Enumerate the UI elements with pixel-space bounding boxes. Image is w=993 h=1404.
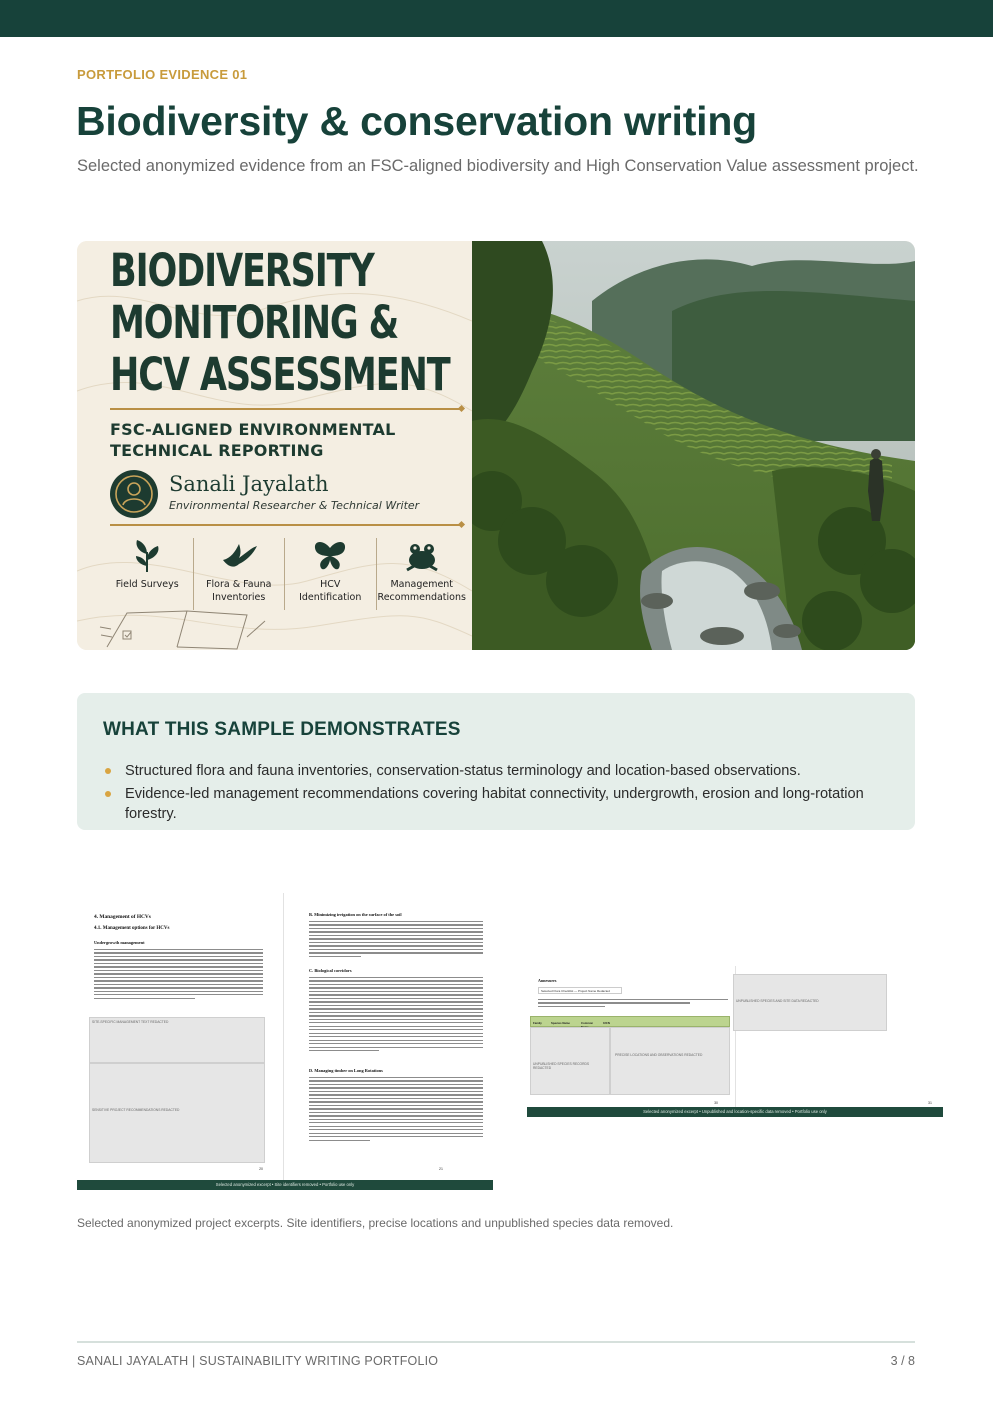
excerpt-heading: Annexures [538, 978, 557, 983]
person-icon [110, 470, 158, 518]
hero-headline [110, 245, 449, 401]
page-number: 31 [928, 1101, 932, 1105]
leaf-icon [129, 538, 165, 574]
excerpt-spread-management [77, 893, 493, 1190]
feature-label-line: Flora & Fauna [206, 579, 272, 590]
feature-flora-fauna [194, 538, 286, 610]
feature-label [299, 578, 361, 604]
table-header-cell: IUCN [603, 1021, 610, 1025]
feature-field-surveys [102, 538, 194, 610]
bird-icon [219, 538, 259, 574]
hero-text-panel [77, 241, 472, 650]
list-item [103, 761, 883, 781]
eyebrow-label: PORTFOLIO EVIDENCE 01 [77, 67, 248, 82]
footer-left-text: SANALI JAYALATH | SUSTAINABILITY WRITING PORTFOLIO [77, 1354, 439, 1368]
excerpt-page-right [736, 966, 943, 1107]
excerpt-text-block [538, 999, 728, 1009]
hero-headline-line: HCV ASSESSMENT [110, 348, 450, 401]
feature-label-line: Identification [299, 592, 362, 603]
excerpt-page-left [77, 893, 283, 1180]
excerpt-footer: Selected anonymized excerpt • Site identifiers removed • Portfolio use only [77, 1180, 493, 1190]
page-number: 30 [714, 1101, 718, 1105]
demonstrates-panel [77, 693, 915, 830]
bullet-dot [105, 768, 111, 774]
feature-label-line: Inventories [212, 592, 266, 603]
excerpts-caption: Selected anonymized project excerpts. Site identifiers, precise locations and unpublished species data removed. [77, 1216, 674, 1230]
hero-headline-line: MONITORING & [110, 296, 399, 349]
excerpt-heading: 4. Management of HCVs [94, 914, 151, 920]
avatar [110, 470, 158, 518]
author-name: Sanali Jayalath [169, 472, 329, 496]
redacted-block [89, 1063, 265, 1163]
excerpt-text-block [309, 921, 483, 959]
redacted-block [530, 1027, 610, 1095]
redacted-block [610, 1027, 730, 1095]
excerpt-spread-annexures [527, 966, 943, 1117]
feature-label-line: Recommendations [377, 592, 466, 603]
footer-divider [77, 1341, 915, 1343]
list-item [103, 784, 883, 824]
demonstrates-title: WHAT THIS SAMPLE DEMONSTRATES [103, 719, 461, 740]
excerpt-subheading: 4.1. Management options for HCVs [94, 926, 170, 931]
page-indicator: 3 / 8 [890, 1354, 915, 1368]
redacted-label: SITE-SPECIFIC MANAGEMENT TEXT REDACTED [92, 1020, 169, 1024]
redacted-block [733, 974, 887, 1031]
excerpt-section: D. Managing timber on Long Rotations [309, 1068, 383, 1073]
excerpt-section: Undergrowth management [94, 940, 145, 945]
rainforest-photo [472, 241, 915, 650]
top-color-bar [0, 0, 993, 37]
hero-headline-line: BIODIVERSITY [110, 244, 374, 297]
excerpt-footer: Selected anonymized excerpt • Unpublished and location-specific data removed • Portfolio use only [527, 1107, 943, 1117]
excerpt-text-block [309, 977, 483, 1054]
hero-divider [110, 524, 460, 526]
demonstrates-list [103, 761, 883, 827]
hero-banner [77, 241, 915, 650]
feature-label [378, 578, 466, 604]
excerpt-section: C. Biological corridors [309, 968, 352, 973]
bullet-dot [105, 791, 111, 797]
excerpt-section: B. Minimizing irrigation on the surface of the soil [309, 912, 402, 917]
table-header-cell: Species Name [551, 1021, 570, 1025]
notebook-sketch-icon [97, 607, 267, 650]
hero-subheading-line: FSC-ALIGNED ENVIRONMENTAL [110, 420, 396, 439]
feature-hcv [285, 538, 377, 610]
author-role: Environmental Researcher & Technical Writer [169, 499, 420, 512]
page-number: 21 [439, 1167, 443, 1171]
feature-management [377, 538, 468, 610]
frog-icon [402, 538, 442, 574]
redacted-label: UNPUBLISHED SPECIES RECORDS REDACTED [533, 1062, 590, 1070]
feature-row [102, 538, 467, 610]
table-header-cell: Common [581, 1021, 594, 1025]
feature-label-line: HCV [320, 579, 341, 590]
redacted-label: SENSITIVE PROJECT RECOMMENDATIONS REDACTED [92, 1108, 180, 1112]
excerpt-page-left [527, 966, 735, 1107]
butterfly-icon [312, 538, 348, 574]
redacted-label: UNPUBLISHED SPECIES AND SITE DATA REDACTED [736, 999, 819, 1003]
feature-label: Field Surveys [115, 579, 179, 590]
hero-subheading [110, 419, 396, 461]
table-header-cell: Family [533, 1021, 542, 1025]
hero-divider [110, 408, 460, 410]
table-header-row [530, 1016, 730, 1027]
redacted-block [89, 1017, 265, 1063]
list-item-text: Structured flora and fauna inventories, conservation-status terminology and location-based observations. [125, 763, 801, 779]
excerpt-page-right [284, 893, 493, 1180]
table-title: Selected Flora Checklist — Project Name Redacted [538, 987, 622, 994]
excerpt-text-block [94, 949, 263, 1001]
page-number: 20 [259, 1167, 263, 1171]
page-title: Biodiversity & conservation writing [76, 98, 758, 144]
feature-label [206, 578, 271, 604]
page-subtitle: Selected anonymized evidence from an FSC-aligned biodiversity and High Conservation Value assessment project. [77, 157, 919, 175]
redacted-label: PRECISE LOCATIONS AND OBSERVATIONS REDACTED [615, 1053, 703, 1057]
list-item-text: Evidence-led management recommendations covering habitat connectivity, undergrowth, erosion and long-rotation forestry. [125, 786, 864, 822]
hero-subheading-line: TECHNICAL REPORTING [110, 441, 324, 460]
excerpt-text-block [309, 1077, 483, 1143]
feature-label-line: Management [390, 579, 454, 590]
